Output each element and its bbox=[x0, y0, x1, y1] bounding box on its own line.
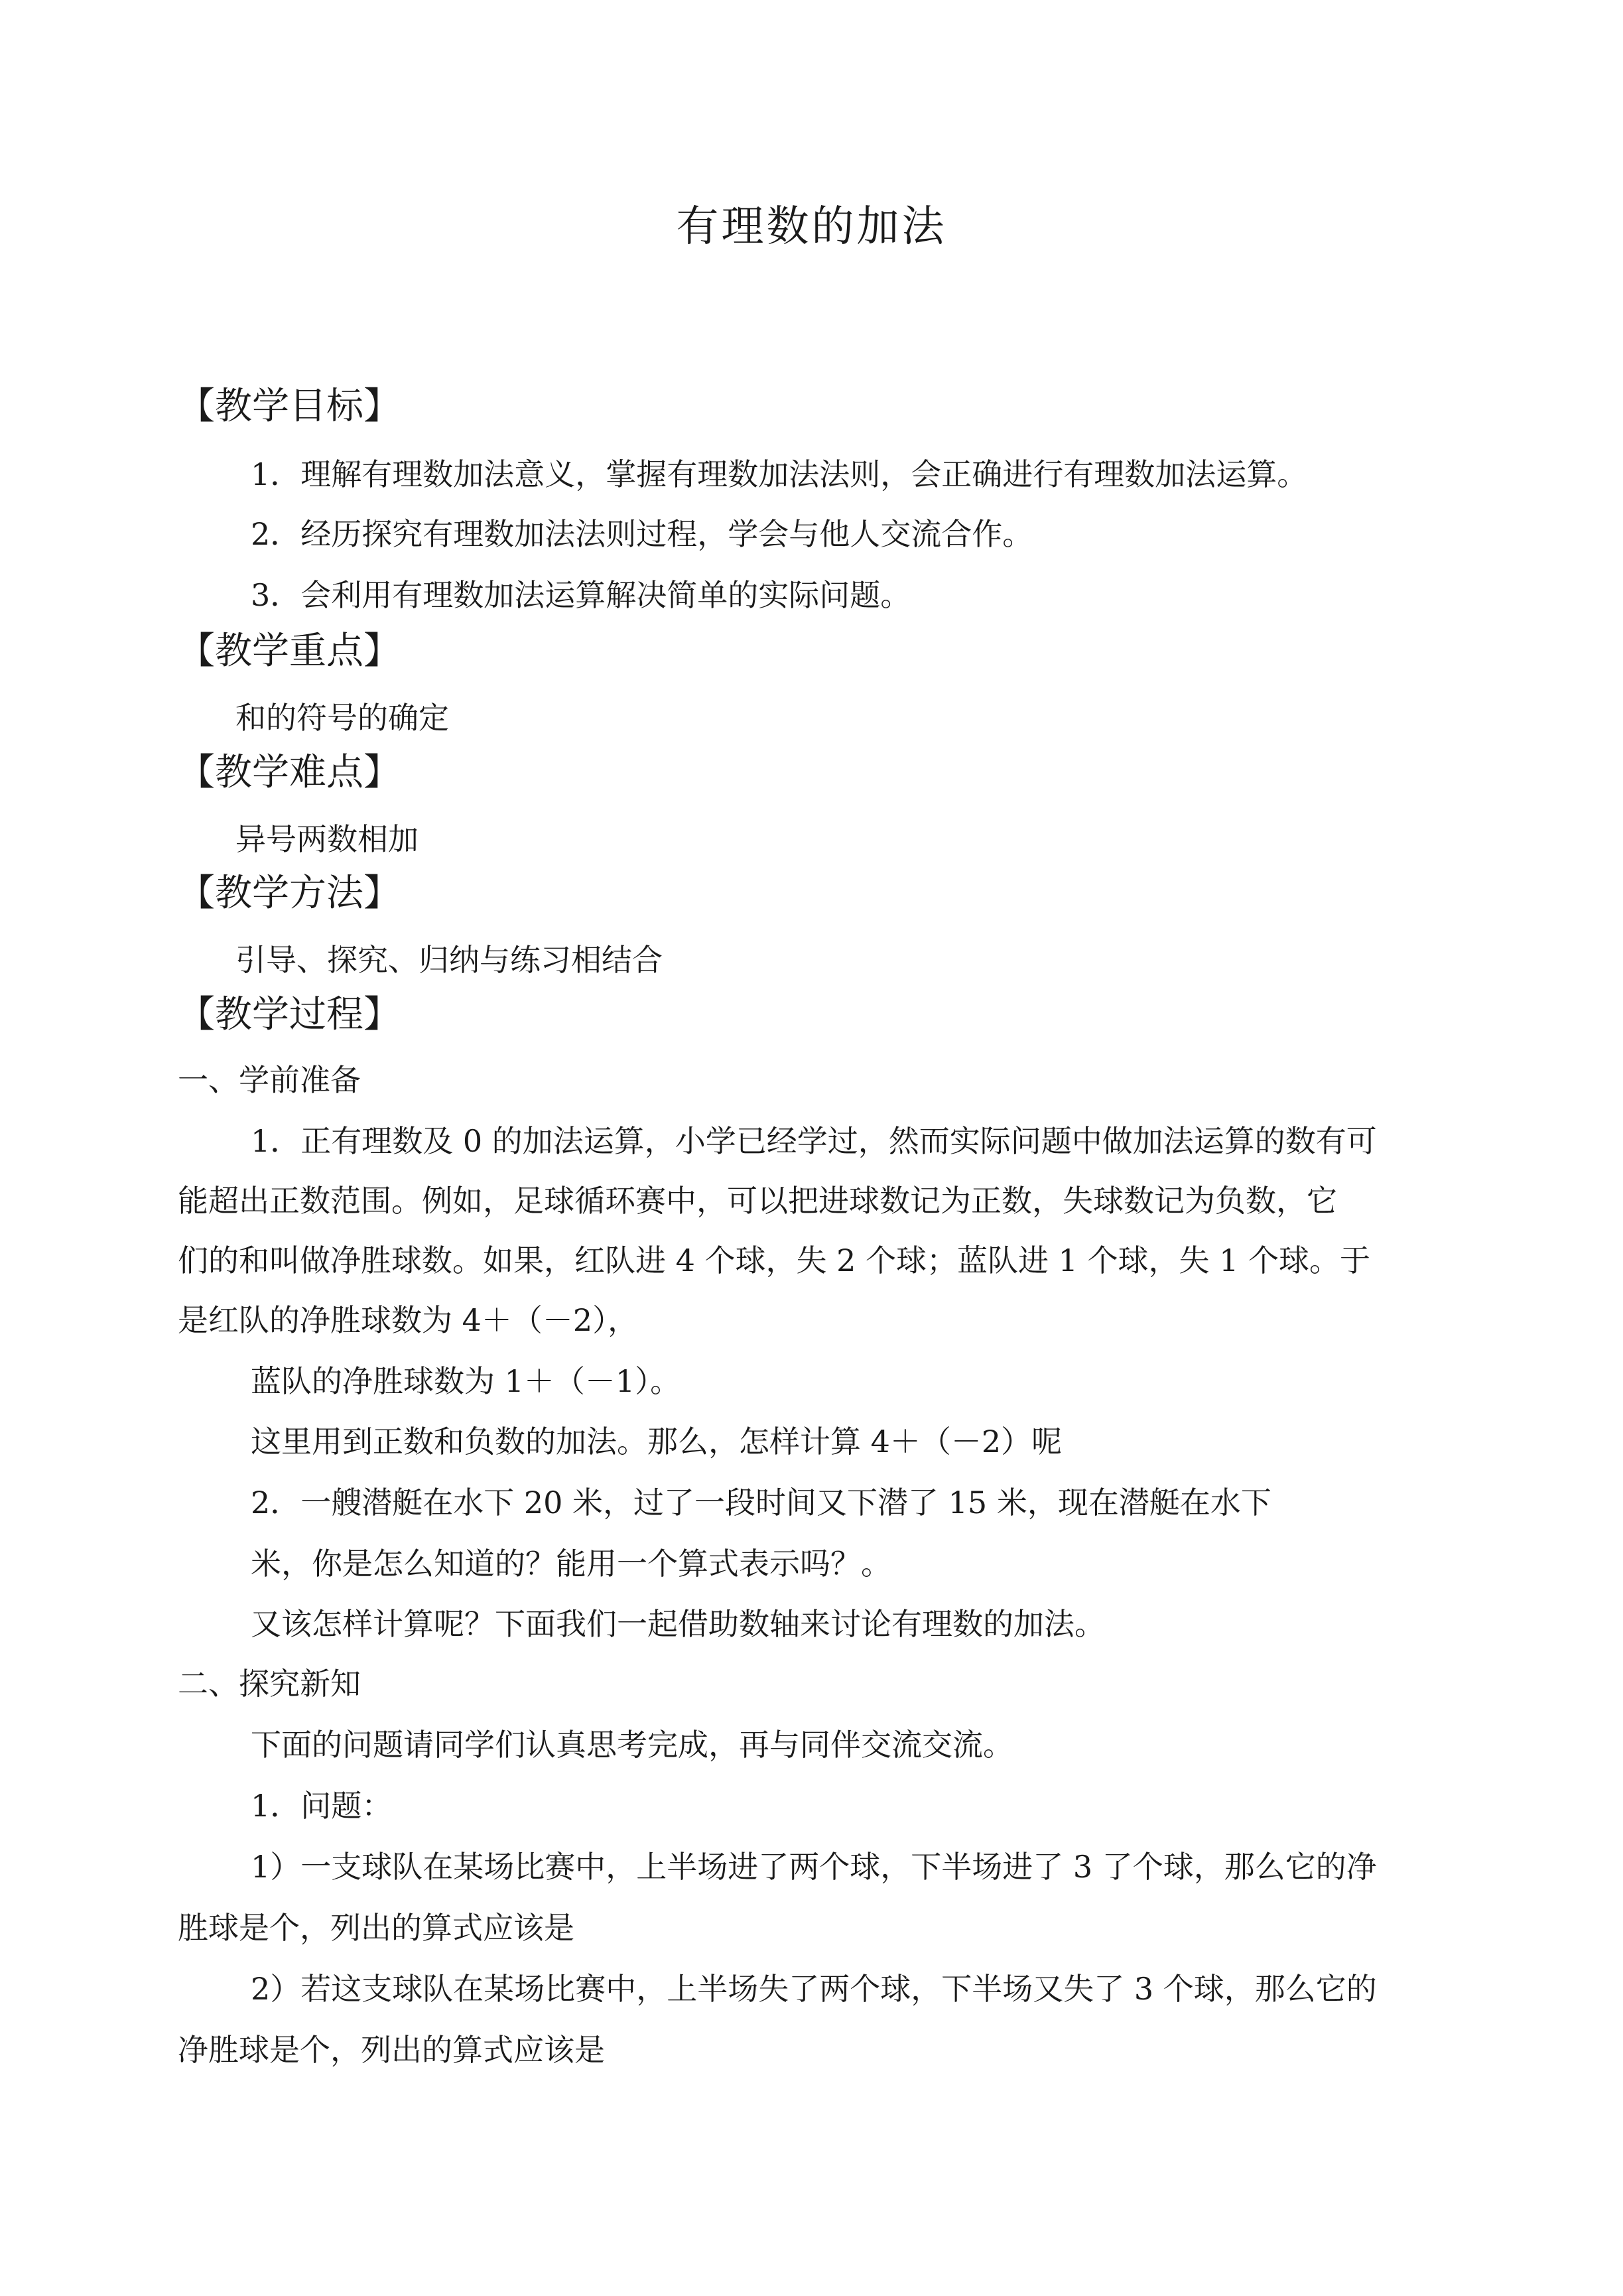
part2-q1-line1: 1）一支球队在某场比赛中，上半场进了两个球，下半场进了 3 了个球，那么它的净 bbox=[251, 1849, 1377, 1885]
part1-title: 一、学前准备 bbox=[178, 1062, 361, 1098]
part1-p1-line2: 能超出正数范围。例如，足球循环赛中，可以把进球数记为正数，失球数记为负数，它 bbox=[178, 1183, 1337, 1219]
part2-q2-line2: 净胜球是个，列出的算式应该是 bbox=[178, 2032, 605, 2068]
part1-p4-line1: 2．一艘潜艇在水下 20 米，过了一段时间又下潜了 15 米，现在潜艇在水下 bbox=[251, 1485, 1271, 1520]
part2-q1-line2: 胜球是个，列出的算式应该是 bbox=[178, 1910, 574, 1946]
part1-p5: 又该怎样计算呢？下面我们一起借助数轴来讨论有理数的加法。 bbox=[251, 1606, 1105, 1642]
part2-q2-line1: 2）若这支球队在某场比赛中，上半场失了两个球，下半场又失了 3 个球，那么它的 bbox=[251, 1971, 1377, 2007]
method-heading: 【教学方法】 bbox=[178, 872, 401, 915]
goal-item-1: 1．理解有理数加法意义，掌握有理数加法法则，会正确进行有理数加法运算。 bbox=[251, 456, 1308, 492]
part1-p1-line4: 是红队的净胜球数为 4＋（－2）， bbox=[178, 1302, 639, 1338]
goal-item-3: 3．会利用有理数加法运算解决简单的实际问题。 bbox=[251, 577, 911, 613]
key-point-text: 和的符号的确定 bbox=[235, 700, 449, 736]
part1-p3: 这里用到正数和负数的加法。那么，怎样计算 4＋（－2）呢 bbox=[251, 1424, 1063, 1459]
document-title: 有理数的加法 bbox=[676, 202, 947, 251]
method-text: 引导、探究、归纳与练习相结合 bbox=[235, 942, 663, 978]
part2-intro: 下面的问题请同学们认真思考完成，再与同伴交流交流。 bbox=[251, 1727, 1013, 1763]
part2-title: 二、探究新知 bbox=[178, 1666, 361, 1702]
goals-heading: 【教学目标】 bbox=[178, 385, 401, 428]
part1-p1-line3: 们的和叫做净胜球数。如果，红队进 4 个球，失 2 个球；蓝队进 1 个球，失 1 个球。于 bbox=[178, 1243, 1371, 1278]
process-heading: 【教学过程】 bbox=[178, 993, 401, 1036]
key-point-heading: 【教学重点】 bbox=[178, 630, 401, 673]
part1-p4-line2: 米，你是怎么知道的？能用一个算式表示吗？。 bbox=[251, 1546, 891, 1582]
part2-question-label: 1．问题： bbox=[251, 1788, 393, 1824]
difficulty-text: 异号两数相加 bbox=[235, 821, 419, 857]
part1-p2: 蓝队的净胜球数为 1＋（－1）。 bbox=[251, 1363, 681, 1399]
goal-item-2: 2．经历探究有理数加法法则过程，学会与他人交流合作。 bbox=[251, 516, 1033, 552]
part1-p1-line1: 1．正有理数及 0 的加法运算，小学已经学过，然而实际问题中做加法运算的数有可 bbox=[251, 1123, 1377, 1159]
difficulty-heading: 【教学难点】 bbox=[178, 751, 401, 794]
